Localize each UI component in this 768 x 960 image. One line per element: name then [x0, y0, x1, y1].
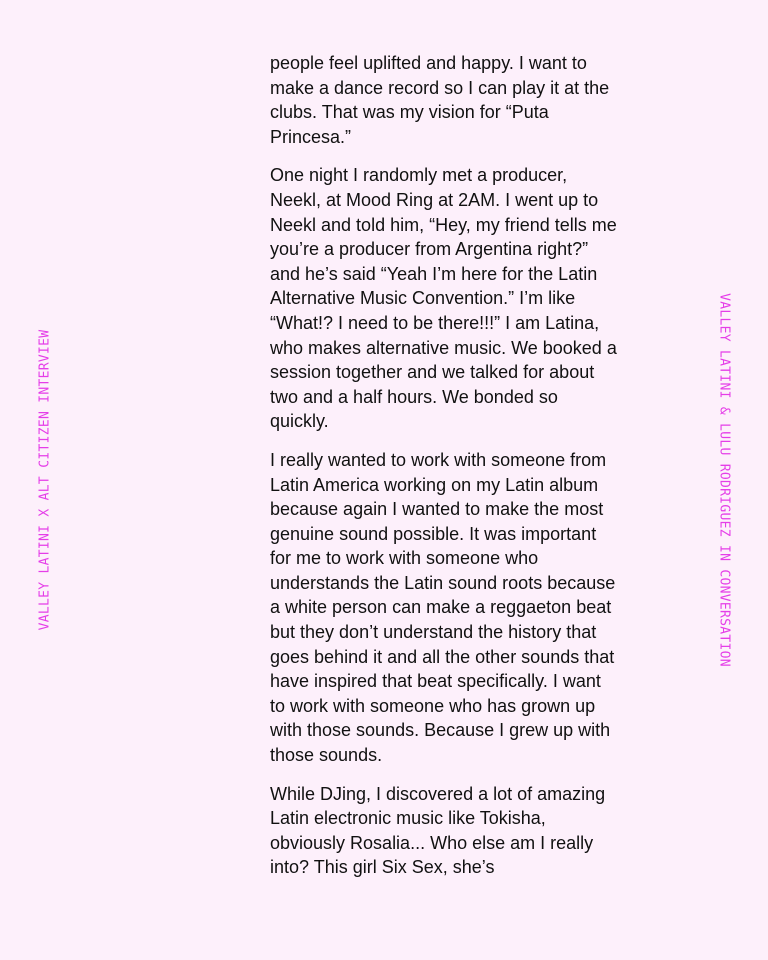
article-body — [270, 51, 620, 894]
article-paragraph: I really wanted to work with someone from Latin America working on my Latin album because again I wanted to make the most genuine sound possible. It was important for me to work with someone who understands the Latin sound roots because a white person can make a reggaeton beat but they don’t understand the history that goes behind it and all the other sounds that have inspired that beat specifically. I want to work with someone who has grown up with those sounds. Because I grew up with those sounds. — [270, 449, 616, 766]
article-paragraph: One night I randomly met a producer, Neekl, at Mood Ring at 2AM. I went up to Neekl and told him, “Hey, my friend tells me you’re a producer from Argentina right?” and he’s said “Yeah I’m here for the Latin Alternative Music Convention.” I’m like “What!? I need to be there!!!” I am Latina, who makes alternative music. We booked a session together and we talked for about two and a half hours. We bonded so quickly. — [270, 165, 617, 432]
article-paragraph: While DJing, I discovered a lot of amazing Latin electronic music like Tokisha, obviously Rosalia... Who else am I really into? This girl Six Sex, she’s — [270, 783, 606, 878]
article-paragraph: people feel uplifted and happy. I want to make a dance record so I can play it at the clubs. That was my vision for “Puta Princesa.” — [270, 53, 610, 147]
right-side-label: VALLEY LATINI & LULU RODRIGUEZ IN CONVERSATION — [716, 293, 732, 667]
left-side-label: VALLEY LATINI X ALT CITIZEN INTERVIEW — [37, 329, 53, 631]
